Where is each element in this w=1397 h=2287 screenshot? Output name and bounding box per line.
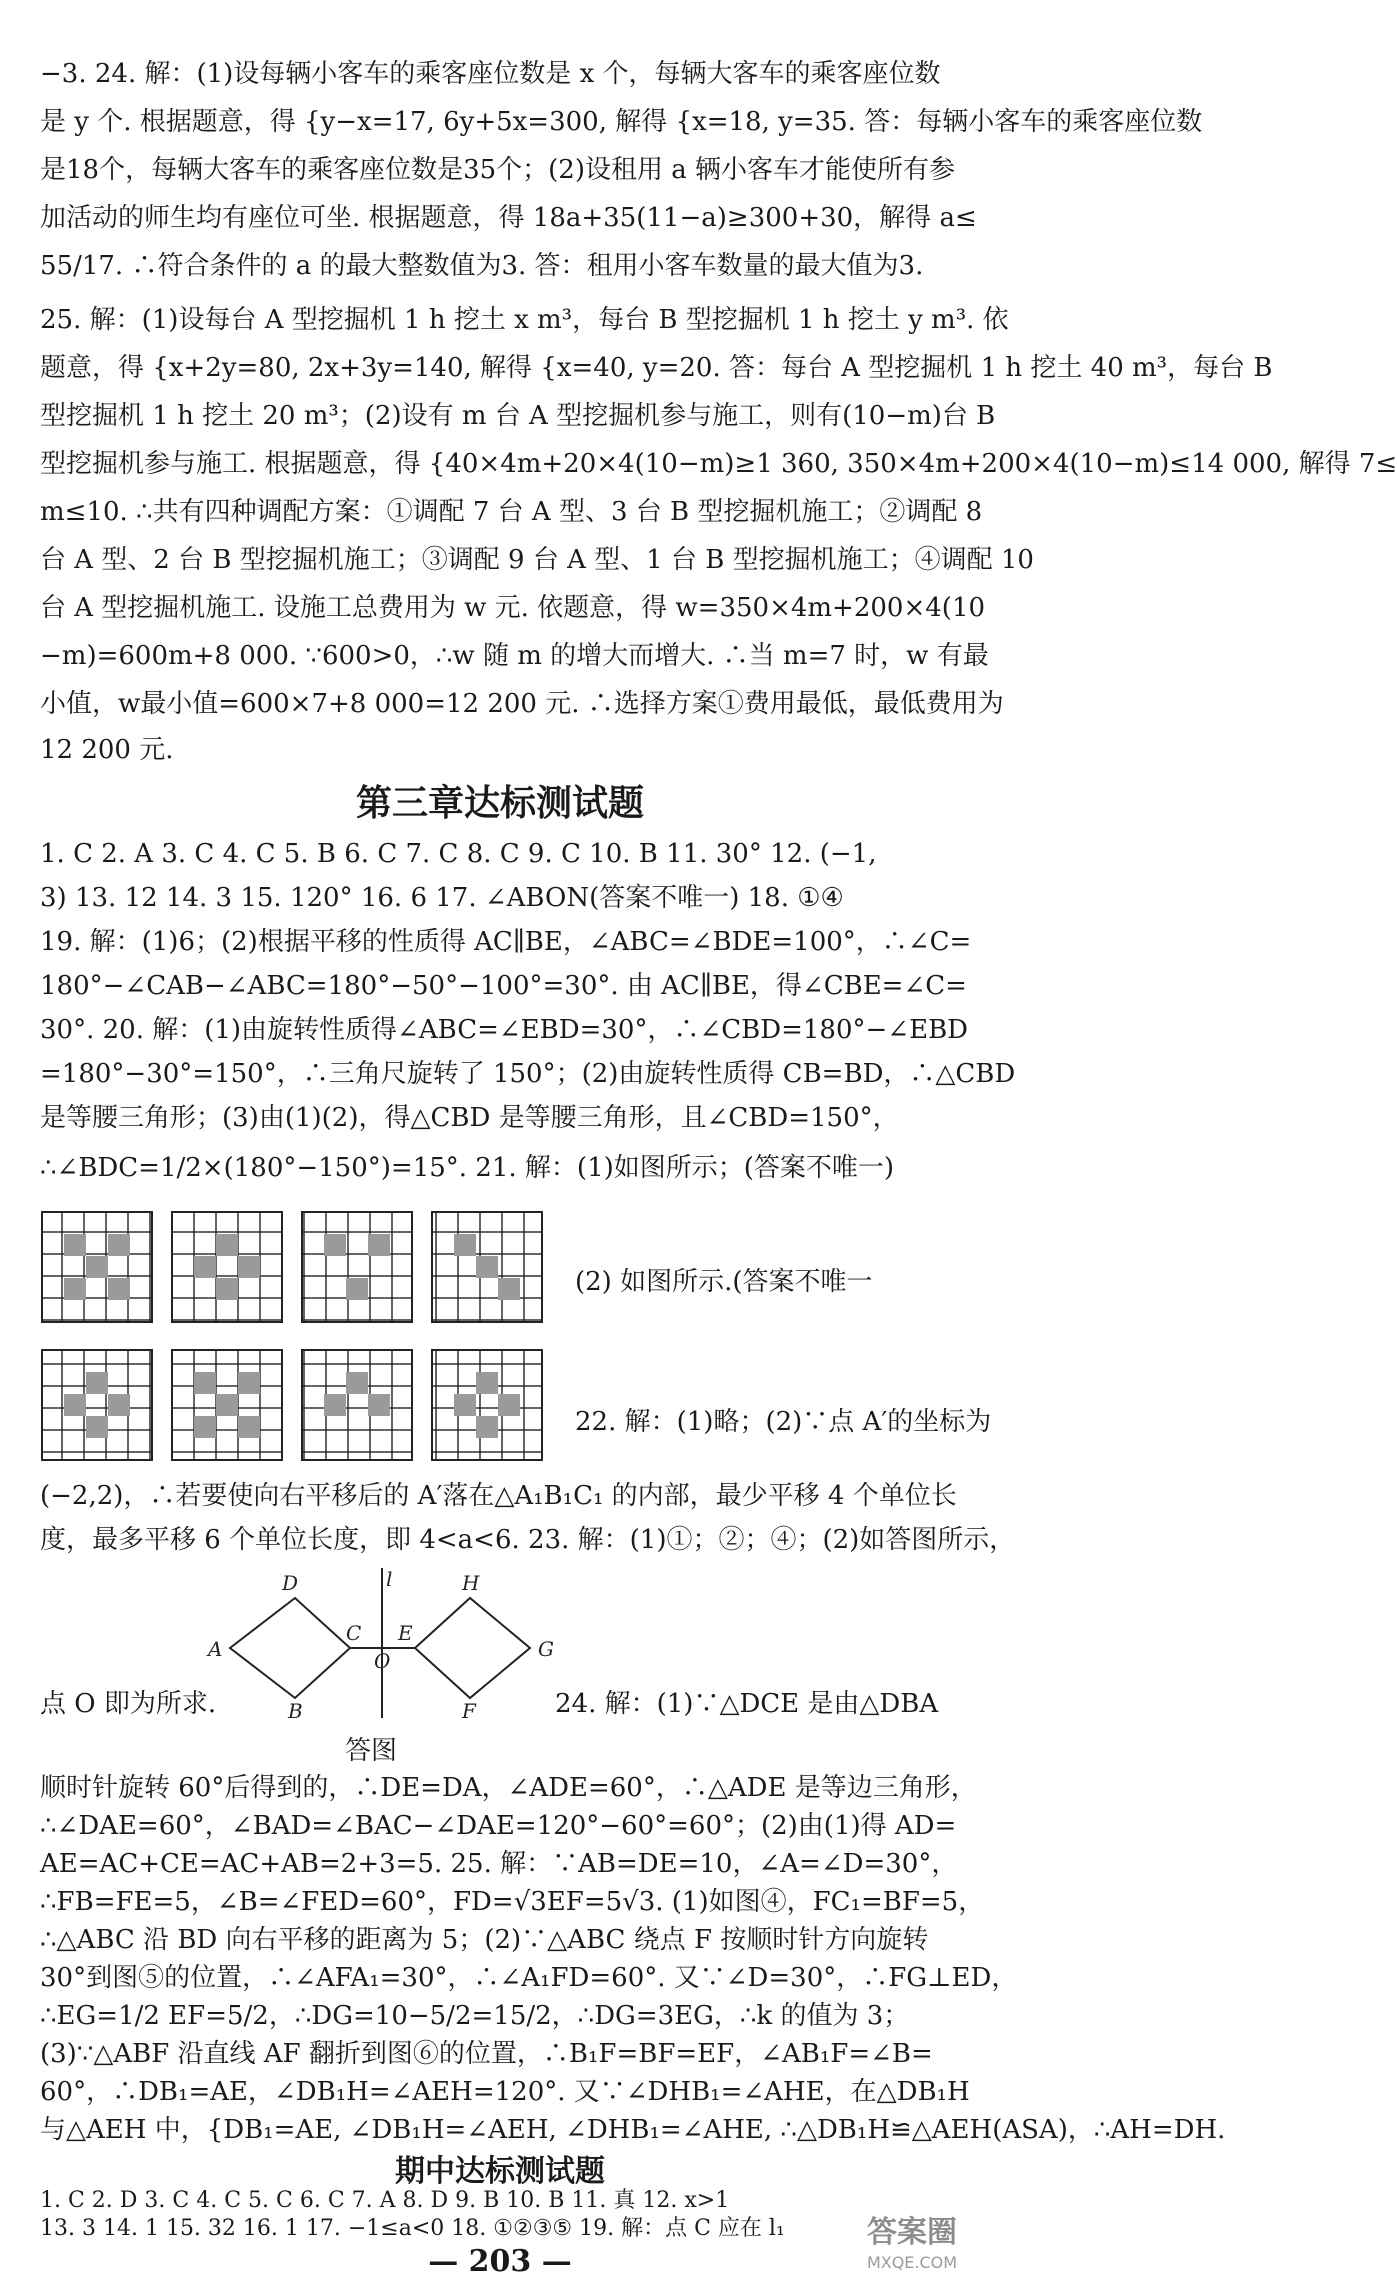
text-line: m≤10. ∴共有四种调配方案：①调配 7 台 A 型、3 台 B 型挖掘机施工；②调配 8 [40,497,983,527]
text-line: 1. C 2. D 3. C 4. C 5. C 6. C 7. A 8. D 9. B 10. B 11. 真 12. x>1 [40,2188,730,2213]
text-line: 12 200 元. [40,735,174,765]
grid-5 [42,1350,152,1460]
text-line: (3)∵△ABF 沿直线 AF 翻折到图⑥的位置，∴B₁F=BF=EF，∠AB₁F=∠B= [40,2039,933,2069]
text-line: 小值，w最小值=600×7+8 000=12 200 元. ∴选择方案①费用最低，最低费用为 [40,689,1004,719]
label-B: B [288,1699,303,1723]
label-l: l [386,1567,393,1591]
text-line: =180°−30°=150°，∴三角尺旋转了 150°；(2)由旋转性质得 CB=BD，∴△CBD [40,1059,1016,1089]
label-O: O [374,1649,391,1673]
text-line: 型挖掘机参与施工. 根据题意，得 {40×4m+20×4(10−m)≥1 360, 350×4m+200×4(10−m)≤14 000, 解得 7≤ [40,449,1397,479]
text-line: 台 A 型、2 台 B 型挖掘机施工；③调配 9 台 A 型、1 台 B 型挖掘机施工；④调配 10 [40,545,1034,575]
note-o: 点 O 即为所求. [40,1689,217,1719]
diagram-caption: 答图 [345,1736,398,1766]
text-line: 180°−∠CAB−∠ABC=180°−50°−100°=30°. 由 AC∥BE，得∠CBE=∠C= [40,971,967,1001]
grid-3 [302,1212,412,1322]
section-title: 期中达标测试题 [395,2154,605,2189]
text-line: 度，最多平移 6 个单位长度，即 4<a<6. 23. 解：(1)①；②；④；(2)如答图所示， [40,1525,1016,1555]
label-D: D [282,1571,299,1595]
left-rhombus [230,1598,350,1698]
label-H: H [462,1571,480,1595]
text-line: 顺时针旋转 60°后得到的，∴DE=DA，∠ADE=60°，∴△ADE 是等边三角形， [40,1773,977,1803]
grid-8 [432,1350,542,1460]
text-line: 是 y 个. 根据题意，得 {y−x=17, 6y+5x=300, 解得 {x=18, y=35. 答：每辆小客车的乘客座位数 [40,107,1203,137]
text-line: 台 A 型挖掘机施工. 设施工总费用为 w 元. 依题意，得 w=350×4m+200×4(10 [40,593,986,623]
note-22: 22. 解：(1)略；(2)∵点 A′的坐标为 [575,1407,992,1437]
text-line: 19. 解：(1)6；(2)根据平移的性质得 AC∥BE，∠ABC=∠BDE=100°，∴∠C= [40,927,972,957]
grid-4 [432,1212,542,1322]
grid-2 [172,1212,282,1322]
text-line: 与△AEH 中，{DB₁=AE, ∠DB₁H=∠AEH, ∠DHB₁=∠AHE, ∴△DB₁H≌△AEH(ASA)，∴AH=DH. [40,2115,1226,2145]
answer-diagram [200,1567,560,1723]
text-line: −m)=600m+8 000. ∵600>0，∴w 随 m 的增大而增大. ∴当 m=7 时，w 有最 [40,641,989,671]
text-line: 30°. 20. 解：(1)由旋转性质得∠ABC=∠EBD=30°，∴∠CBD=180°−∠EBD [40,1015,969,1045]
text-line: ∴△ABC 沿 BD 向右平移的距离为 5；(2)∵△ABC 绕点 F 按顺时针方向旋转 [40,1925,929,1955]
text-line: 55/17. ∴符合条件的 a 的最大整数值为3. 答：租用小客车数量的最大值为3. [40,251,924,281]
grid-figures [40,1210,560,1470]
text-line: ∴∠DAE=60°，∠BAD=∠BAC−∠DAE=120°−60°=60°；(2)由(1)得 AD= [40,1811,957,1841]
text-line: (−2,2)，∴若要使向右平移后的 A′落在△A₁B₁C₁ 的内部，最少平移 4 个单位长 [40,1481,957,1511]
grid-1 [42,1212,152,1322]
note-21-2: (2) 如图所示.(答案不唯一 [575,1267,873,1297]
label-C: C [346,1621,362,1645]
grid-figures-svg [40,1210,560,1470]
text-line: 是等腰三角形；(3)由(1)(2)，得△CBD 是等腰三角形，且∠CBD=150°， [40,1103,899,1133]
text-line: 1. C 2. A 3. C 4. C 5. B 6. C 7. C 8. C 9. C 10. B 11. 30° 12. (−1, [40,839,877,869]
page-number: — 203 — [428,2244,572,2279]
label-A: A [208,1637,223,1661]
watermark [842,2213,982,2283]
text-line: 加活动的师生均有座位可坐. 根据题意，得 18a+35(11−a)≥300+30，解得 a≤ [40,203,977,233]
text-line: 13. 3 14. 1 15. 32 16. 1 17. −1≤a<0 18. ①②③⑤ 19. 解：点 C 应在 l₁ [40,2216,785,2241]
label-G: G [538,1637,554,1661]
right-rhombus [415,1598,530,1698]
grid-6 [172,1350,282,1460]
text-line: ∴EG=1/2 EF=5/2，∴DG=10−5/2=15/2，∴DG=3EG，∴k 的值为 3； [40,2001,910,2031]
text-line: −3. 24. 解：(1)设每辆小客车的乘客座位数是 x 个，每辆大客车的乘客座位数 [40,59,941,89]
text-line: 25. 解：(1)设每台 A 型挖掘机 1 h 挖土 x m³，每台 B 型挖掘机 1 h 挖土 y m³. 依 [40,305,1009,335]
text-line: 30°到图⑤的位置，∴∠AFA₁=30°，∴∠A₁FD=60°. 又∵∠D=30°，∴FG⊥ED， [40,1963,1018,1993]
text-line: 是18个，每辆大客车的乘客座位数是35个；(2)设租用 a 辆小客车才能使所有参 [40,155,956,185]
grid-7 [302,1350,412,1460]
section-title: 第三章达标测试题 [355,783,644,824]
text-line: 60°，∴DB₁=AE，∠DB₁H=∠AEH=120°. 又∵∠DHB₁=∠AHE，在△DB₁H [40,2077,970,2107]
text-line: ∴FB=FE=5，∠B=∠FED=60°，FD=√3EF=5√3. (1)如图④，FC₁=BF=5， [40,1887,985,1917]
text-line: 3) 13. 12 14. 3 15. 120° 16. 6 17. ∠ABON(答案不唯一) 18. ①④ [40,883,844,913]
text-line: ∴∠BDC=1/2×(180°−150°)=15°. 21. 解：(1)如图所示；(答案不唯一) [40,1153,895,1183]
label-E: E [398,1621,413,1645]
watermark-mark: 答案圈 [867,2215,957,2250]
text-line: 型挖掘机 1 h 挖土 20 m³；(2)设有 m 台 A 型挖掘机参与施工，则有(10−m)台 B [40,401,996,431]
note-24: 24. 解：(1)∵△DCE 是由△DBA [555,1689,939,1719]
label-F: F [462,1699,476,1723]
text-line: AE=AC+CE=AC+AB=2+3=5. 25. 解：∵AB=DE=10，∠A=∠D=30°， [40,1849,958,1879]
watermark-url: MXQE.COM [866,2253,958,2272]
text-line: 题意，得 {x+2y=80, 2x+3y=140, 解得 {x=40, y=20. 答：每台 A 型挖掘机 1 h 挖土 40 m³，每台 B [40,353,1273,383]
answer-diagram-svg [200,1567,560,1723]
